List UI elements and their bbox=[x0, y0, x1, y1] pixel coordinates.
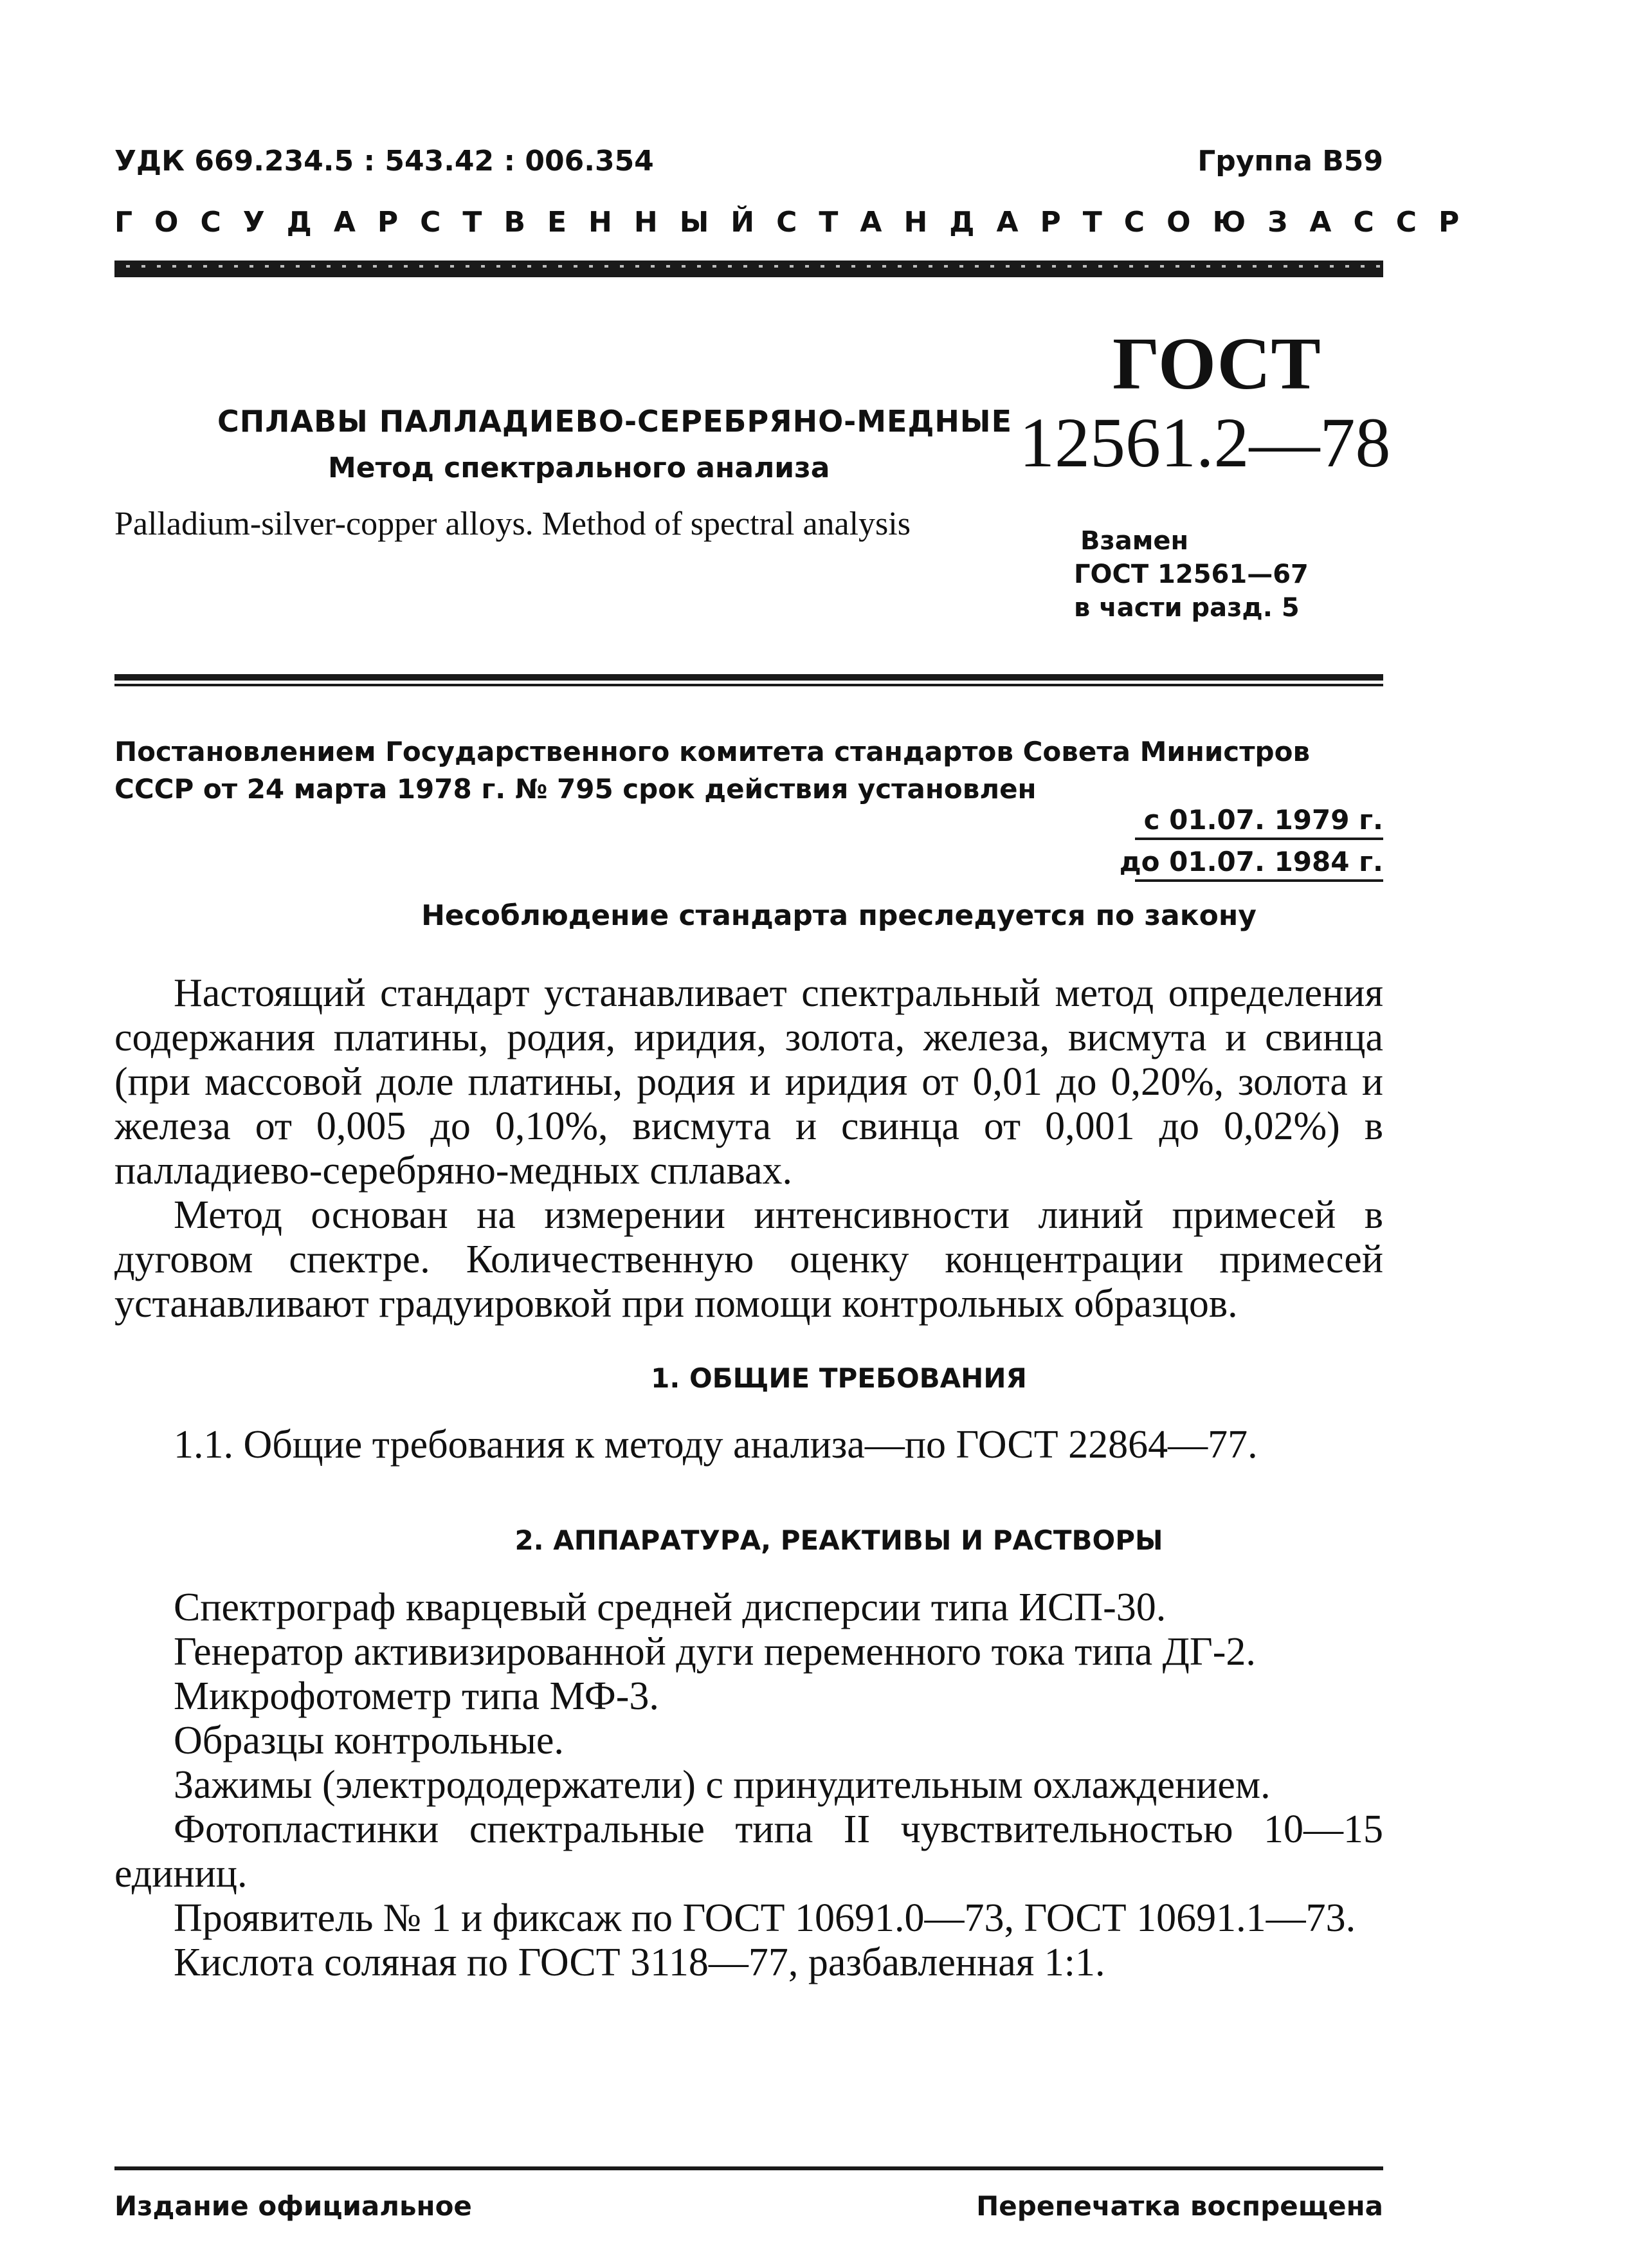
reprint-prohibited-label: Перепечатка воспрещена bbox=[976, 2190, 1383, 2222]
list-item: Спектрограф кварцевый средней дисперсии типа ИСП-30. bbox=[174, 1586, 1166, 1629]
replaces-line: Взамен bbox=[1080, 526, 1189, 556]
standard-title-en: Palladium-silver-copper alloys. Method of spectral analysis bbox=[114, 506, 911, 542]
section1-body bbox=[114, 1423, 1383, 1467]
list-item: Фотопластинки спектральные типа II чувствительностью 10—15 единиц. bbox=[114, 1808, 1383, 1896]
replaces-line: в части разд. 5 bbox=[1074, 593, 1300, 623]
banner-word: СОЮЗА bbox=[1123, 206, 1354, 239]
effective-to-date: до 01.07. 1984 г. bbox=[1119, 846, 1383, 877]
list-item: Образцы контрольные. bbox=[174, 1719, 564, 1762]
intro-paragraph: Метод основан на измерении интенсивности линий примесей в дуговом спектре. Количественную оценку концентрации примесей устанавливают градуировкой при помощи контрольных образцов. bbox=[114, 1193, 1383, 1326]
list-item: Кислота соляная по ГОСТ 3118—77, разбавленная 1:1. bbox=[174, 1941, 1105, 1984]
standard-title-ru: СПЛАВЫ ПАЛЛАДИЕВО-СЕРЕБРЯНО-МЕДНЫЕ bbox=[217, 404, 1013, 439]
date-underline bbox=[1135, 879, 1383, 882]
requirement-paragraph: 1.1. Общие требования к методу анализа—по ГОСТ 22864—77. bbox=[174, 1423, 1258, 1467]
decree-text: Постановлением Государственного комитета стандартов Совета Министров СССР от 24 марта 1978 г. № 795 срок действия установлен bbox=[114, 736, 1311, 805]
header-divider bbox=[114, 261, 1383, 277]
list-item: Зажимы (электрододержатели) с принудительным охлаждением. bbox=[174, 1763, 1271, 1807]
banner-word: ССР bbox=[1353, 206, 1482, 239]
banner-word: СТАНДАРТ bbox=[776, 206, 1124, 239]
section-heading: 1. ОБЩИЕ ТРЕБОВАНИЯ bbox=[651, 1362, 1027, 1394]
intro-section bbox=[114, 971, 1383, 1326]
standard-subtitle-ru: Метод спектрального анализа bbox=[328, 452, 830, 484]
gost-number: 12561.2—78 bbox=[1019, 403, 1391, 482]
list-item: Проявитель № 1 и фиксаж по ГОСТ 10691.0—73, ГОСТ 10691.1—73. bbox=[174, 1896, 1356, 1940]
equipment-list bbox=[114, 1586, 1383, 1985]
law-notice: Несоблюдение стандарта преследуется по закону bbox=[421, 899, 1257, 932]
list-item: Генератор активизированной дуги переменного тока типа ДГ-2. bbox=[174, 1630, 1256, 1674]
udk-code: УДК 669.234.5 : 543.42 : 006.354 bbox=[114, 145, 654, 178]
footer-divider bbox=[114, 2166, 1383, 2170]
official-edition-label: Издание официальное bbox=[114, 2190, 472, 2222]
list-item: Микрофотометр типа МФ-3. bbox=[174, 1674, 659, 1718]
intro-paragraph: Настоящий стандарт устанавливает спектральный метод определения содержания платины, родия, иридия, золота, железа, висмута и свинца (при массовой доле платины, родия и иридия от 0,01 до 0,20%, золота и железа от 0,005 до 0,10%, висмута и свинца от 0,001 до 0,02%) в палладиево-серебряно-медных сплавах. bbox=[114, 971, 1383, 1193]
banner-word: ГОСУДАРСТВЕННЫЙ bbox=[114, 206, 777, 239]
gost-label: ГОСТ bbox=[1112, 323, 1321, 405]
section-divider bbox=[114, 674, 1383, 681]
replaces-block bbox=[1074, 524, 1309, 625]
date-underline bbox=[1135, 838, 1383, 840]
replaces-line: ГОСТ 12561—67 bbox=[1074, 560, 1309, 589]
section-heading: 2. АППАРАТУРА, РЕАКТИВЫ И РАСТВОРЫ bbox=[514, 1524, 1163, 1556]
state-standard-banner bbox=[114, 206, 1482, 239]
effective-from-date: с 01.07. 1979 г. bbox=[1143, 804, 1383, 836]
group-code: Группа В59 bbox=[1197, 145, 1383, 178]
section-divider-thin bbox=[114, 684, 1383, 686]
